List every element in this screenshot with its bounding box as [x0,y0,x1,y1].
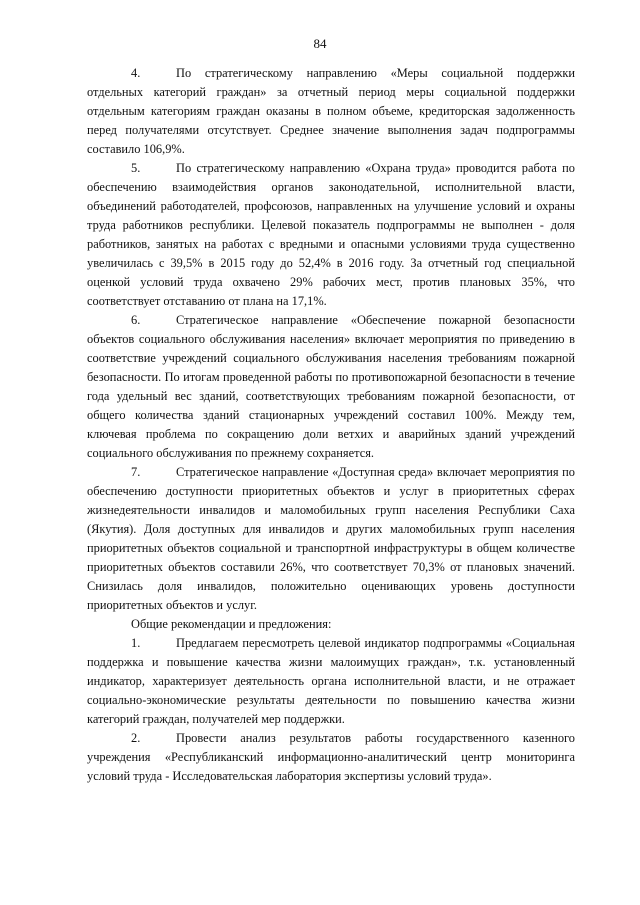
paragraph-text: Стратегическое направление «Доступная среда» включает мероприятия по обеспечению доступности приоритетных объектов и услуг в приоритетных сферах жизнедеятельности инвалидов и маломобильных групп населения Республики Саха (Якутия). Доля доступных для инвалидов и других маломобильных групп населения приоритетных объектов социальной и транспортной инфраструктуры в общем количестве приоритетных объектов составили 26%, что соответствует 70,3% от плановых значений. Снизилась доля инвалидов, положительно оценивающих уровень доступности приоритетных объектов и услуг. [87,465,575,612]
paragraph-number: 7. [131,465,141,479]
paragraph-number: 2. [131,731,141,745]
paragraph-number: 6. [131,313,141,327]
paragraph-text: По стратегическому направлению «Меры социальной поддержки отдельных категорий граждан» за отчетный период меры социальной поддержки отдельным категориям граждан оказаны в полном объеме, кредиторская задолженность перед получателями отсутствует. Среднее значение выполнения задач подпрограммы составило 106,9%. [87,66,575,156]
recommendation-1 [87,634,575,729]
paragraph-5 [87,159,575,311]
paragraph-text: По стратегическому направлению «Охрана труда» проводится работа по обеспечению взаимодействия органов законодательной, исполнительной власти, объединений работодателей, профсоюзов, направленных на улучшение условий и охраны труда работников республики. Целевой показатель подпрограммы не выполнен - доля работников, занятых на работах с вредными и опасными условиями труда существенно увеличилась с 39,5% в 2015 году до 52,4% в 2016 году. За отчетный год специальной оценкой условий труда охвачено 29% рабочих мест, против плановых 35%, что соответствует отставанию от плана на 17,1%. [87,161,575,308]
paragraph-text: Стратегическое направление «Обеспечение пожарной безопасности объектов социального обслуживания населения» включает мероприятия по приведению в соответствие учреждений социального обслуживания населения требованиям пожарной безопасности. По итогам проведенной работы по противопожарной безопасности в течение года удельный вес зданий, соответствующих требованиям пожарной безопасности, от общего количества зданий стационарных учреждений составил 100%. Между тем, ключевая проблема по сокращению доли ветхих и аварийных зданий учреждений социального обслуживания по прежнему сохраняется. [87,313,575,460]
paragraph-7 [87,463,575,615]
paragraph-4 [87,64,575,159]
paragraph-text: Предлагаем пересмотреть целевой индикатор подпрограммы «Социальная поддержка и повышение качества жизни малоимущих граждан», т.к. установленный индикатор, характеризует деятельность органа исполнительной власти, и не отражает социально-экономические результаты деятельности по повышению качества жизни категорий граждан, получателей мер поддержки. [87,636,575,726]
recommendation-2 [87,729,575,786]
paragraph-number: 1. [131,636,141,650]
paragraph-number: 5. [131,161,141,175]
page-number: 84 [313,36,327,51]
paragraph-6 [87,311,575,463]
paragraph-number: 4. [131,66,141,80]
heading-text: Общие рекомендации и предложения: [131,617,332,631]
paragraph-text: Провести анализ результатов работы государственного казенного учреждения «Республиканский информационно-аналитический центр мониторинга условий труда - Исследовательская лаборатория экспертизы условий труда». [87,731,575,783]
document-body [87,64,575,786]
recommendations-heading [87,615,575,634]
